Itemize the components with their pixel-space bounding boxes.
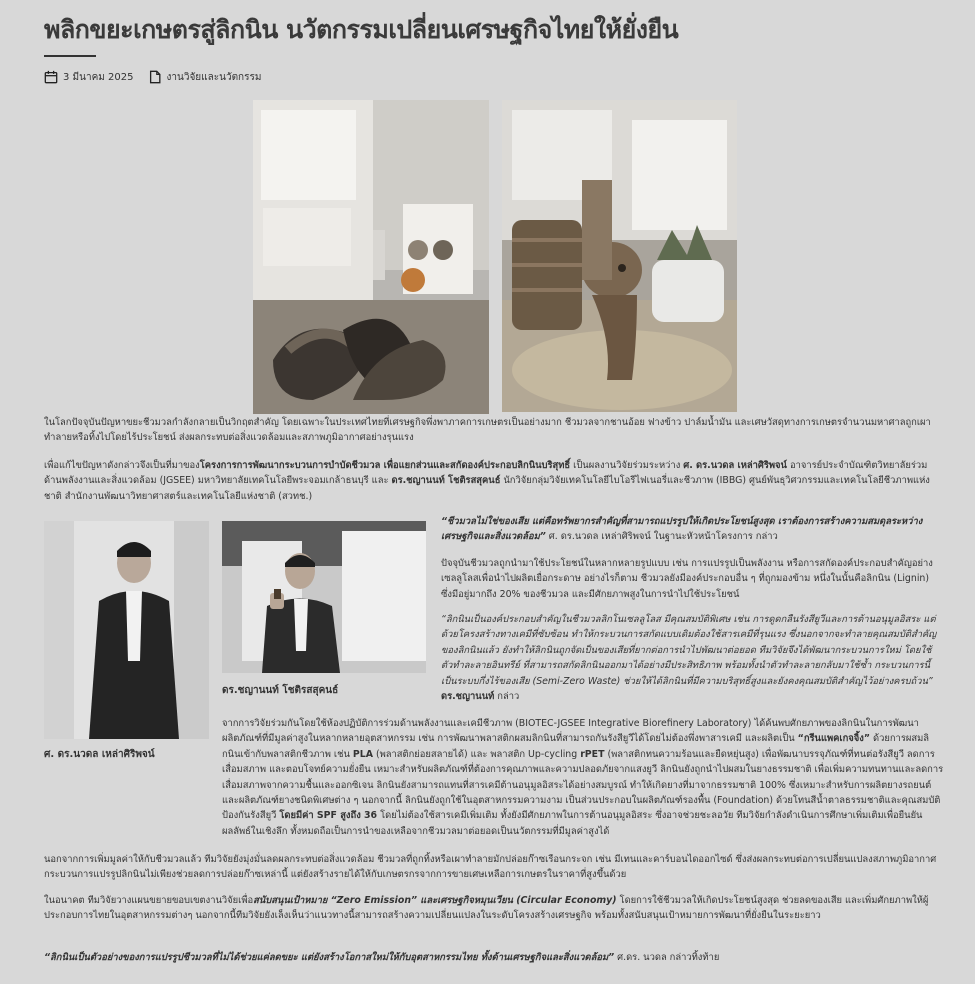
caption-nawadol: ศ. ดร.นวดล เหล่าศิริพจน์ xyxy=(44,749,155,760)
paragraph-applications: จากการวิจัยร่วมกันโดยใช้ห้องปฏิบัติการร่วมด้านพลังงานและเคมีชีวภาพ (BIOTEC-JGSEE Integrative Biorefinery Laboratory) ได้ค้นพบศักยภาพของลิกนินในการพัฒนาผลิตภัณฑ์ที่มีมูลค่าสูงในหลากหลายอุตสาหกรรม เช่น การพัฒนาพลาสติกผสมลิกนินที่สามารถกันรังสียูวีได้โดยไม่ต้องพึ่งพาสารเคมี และผลิตเป็น “กรีนแพคเกจจิ้ง” ด้วยการผสมลิกนินเข้ากับพลาสติกชีวภาพ เช่น PLA (พลาสติกย่อยสลายได้) และ พลาสติก Up-cycling rPET (พลาสติกทนความร้อนและยืดหยุ่นสูง) เพื่อพัฒนาบรรจุภัณฑ์ที่ทนต่อรังสียูวี ลดการเสื่อมสภาพ และตอบโจทย์ความยั่งยืน เหมาะสำหรับผลิตภัณฑ์ที่ต้องการคุณภาพและความปลอดภัยจากแสงยูวี ลิกนินยังถูกนำไปผสมในยางธรรมชาติ เพื่อเพิ่มความทนทานและลดการเสื่อมสภาพจากความชื้นและออกซิเจน ลิกนินยังสามารถแทนที่สารเคมีต้านอนุมูลอิสระได้อย่างสมบูรณ์ ทำให้เกิดยางที่มาจากธรรมชาติ 100% ซึ่งเหมาะสำหรับการผลิตยางรถยนต์และผลิตภัณฑ์ยางชนิดพิเศษต่าง ๆ นอกจากนี้ ลิกนินยังถูกใช้ในอุตสาหกรรมความงาม เป็นส่วนประกอบในผลิตภัณฑ์รองพื้น (Foundation) ด้วยโทนสีน้ำตาลธรรมชาติและคุณสมบัติป้องกันรังสียูวี โดยมีค่า SPF สูงถึง 36 โดยไม่ต้องใช้สารเคมีเพิ่มเติม ทั้งยังมีศักยภาพในการต้านอนุมูลอิสระ ซึ่งอาจช่วยชะลอวัย ทีมวิจัยกำลังดำเนินการศึกษาเพิ่มเติมเพื่อยืนยันผลลัพธ์ในเชิงลึก ทั้งหมดถือเป็นการนำของเหลือจากชีวมวลมาต่อยอดเป็นนวัตกรรมที่มีมูลค่าสูงได้ xyxy=(222,718,944,837)
portrait-photo-chayanon xyxy=(222,521,426,673)
quote-chayanon: “ลิกนินเป็นองค์ประกอบสำคัญในชีวมวลลิกโนเซลลูโลส มีคุณสมบัติพิเศษ เช่น การดูดกลืนรังสียูวีและการต้านอนุมูลอิสระ แต่ด้วยโครงสร้างทางเคมีที่ซับซ้อน ทำให้กระบวนการสกัดแบบเดิมต้องใช้สารเคมีที่รุนแรง ซึ่งนอกจากจะทำลายคุณสมบัติสำคัญของลิกนินแล้ว ยังทำให้ลิกนินถูกจัดเป็นของเสียที่ยากต่อการนำไปพัฒนาต่อยอด ทีมวิจัยจึงได้พัฒนากระบวนการใหม่ โดยใช้ ตัวทำละลายอินทรีย์ ที่สามารถสกัดลิกนินออกมาได้อย่างมีประสิทธิภาพ พร้อมทั้งนำตัวทำละลายกลับมาใช้ซ้ำ กระบวนการนี้เป็นระบบกึ่งไร้ของเสีย (Semi-Zero Waste) ช่วยให้ได้ลิกนินที่มีความบริสุทธิ์สูงและยังคงคุณสมบัติสำคัญไว้อย่างครบถ้วน” ดร.ชญานนท์ กล่าว xyxy=(441,614,937,703)
paragraph-project: เพื่อแก้ไขปัญหาดังกล่าวจึงเป็นที่มาของโครงการการพัฒนากระบวนการบำบัดชีวมวล เพื่อแยกส่วนและสกัดองค์ประกอบลิกนินบริสุทธิ์ เป็นผลงานวิจัยร่วมระหว่าง ศ. ดร.นวดล เหล่าศิริพจน์ อาจารย์ประจำบัณฑิตวิทยาลัยร่วมด้านพลังงานและสิ่งแวดล้อม (JGSEE) มหาวิทยาลัยเทคโนโลยีพระจอมเกล้าธนบุรี และ ดร.ชญานนท์ โชติรสสุคนธ์ นักวิจัยกลุ่มวิจัยเทคโนโลยีไบโอรีไฟเนอรี่และชีวภาพ (IBBG) ศูนย์พันธุวิศวกรรมและเทคโนโลยีชีวภาพแห่งชาติ สำนักงานพัฒนาวิทยาศาสตร์และเทคโนโลยีแห่งชาติ (สวทช.) xyxy=(44,460,930,502)
paragraph-lignin: ปัจจุบันชีวมวลถูกนำมาใช้ประโยชน์ในหลากหลายรูปแบบ เช่น การแปรรูปเป็นพลังงาน หรือการสกัดองค์ประกอบสำคัญอย่างเซลลูโลสเพื่อนำไปผลิตเยื่อกระดาษ อย่างไรก็ตาม ชีวมวลยังมีองค์ประกอบอื่น ๆ ที่ถูกมองข้าม หนึ่งในนั้นคือลิกนิน (Lignin) ซึ่งมีอยู่มากถึง 20% ของชีวมวล และมีศักยภาพสูงในการนำไปใช้ประโยชน์ xyxy=(441,558,933,600)
caption-chayanon: ดร.ชญานนท์ โชติรสสุคนธ์ xyxy=(222,685,339,696)
exhibit-photo-3d-prints xyxy=(502,100,737,412)
closing-quote: “ลิกนินเป็นตัวอย่างของการแปรรูปชีวมวลที่ไม่ได้ช่วยแค่ลดขยะ แต่ยังสร้างโอกาสใหม่ให้กับอุตสาหกรรมไทย ทั้งด้านเศรษฐกิจและสิ่งแวดล้อม” ศ.ดร. นวดล กล่าวทิ้งท้าย xyxy=(44,952,720,963)
paragraph-future: ในอนาคต ทีมวิจัยวางแผนขยายขอบเขตงานวิจัยเพื่อสนับสนุนเป้าหมาย “Zero Emission” และเศรษฐกิจหมุนเวียน (Circular Economy) โดยการใช้ชีวมวลให้เกิดประโยชน์สูงสุด ช่วยลดของเสีย และเพิ่มศักยภาพให้ผู้ประกอบการไทยในอุตสาหกรรมต่างๆ นอกจากนี้ทีมวิจัยยังเล็งเห็นว่าแนวทางนี้สามารถสร้างความเปลี่ยนแปลงในระดับโครงสร้างเศรษฐกิจ พร้อมทั้งสนับสนุนเป้าหมายการพัฒนาที่ยั่งยืนในระยะยาว xyxy=(44,895,929,922)
exhibit-photo-sandals-hand xyxy=(253,100,489,414)
article-meta xyxy=(44,68,261,86)
paragraph-intro: ในโลกปัจจุบันปัญหาขยะชีวมวลกำลังกลายเป็นวิกฤตสำคัญ โดยเฉพาะในประเทศไทยที่เศรษฐกิจพึ่งพาภาคการเกษตรเป็นอย่างมาก ชีวมวลจากชานอ้อย ฟางข้าว ปาล์มน้ำมัน และเศษวัสดุทางการเกษตรจำนวนมหาศาลถูกเผาทำลายหรือทิ้งไปโดยไร้ประโยชน์ ส่งผลกระทบต่อสิ่งแวดล้อมและสภาพภูมิอากาศอย่างรุนแรง xyxy=(44,417,931,444)
document-icon xyxy=(148,70,162,84)
paragraph-environment: นอกจากการเพิ่มมูลค่าให้กับชีวมวลแล้ว ทีมวิจัยยังมุ่งมั่นลดผลกระทบต่อสิ่งแวดล้อม ชีวมวลที่ถูกทิ้งหรือเผาทำลายมักปล่อยก๊าซเรือนกระจก เช่น มีเทนและคาร์บอนไดออกไซด์ ซึ่งส่งผลกระทบต่อการเปลี่ยนแปลงสภาพภูมิอากาศ กระบวนการแปรรูปลิกนินไม่เพียงช่วยลดการปล่อยก๊าซเหล่านี้ แต่ยังสร้างรายได้ให้กับเกษตรกรจากการขายเศษเหลือการเกษตรในราคาที่สูงขึ้นด้วย xyxy=(44,854,937,881)
quote-nawadol: “ชีวมวลไม่ใช่ของเสีย แต่คือทรัพยากรสำคัญที่สามารถแปรรูปให้เกิดประโยชน์สูงสุด เราต้องการสร้างความสมดุลระหว่างเศรษฐกิจและสิ่งแวดล้อม” ศ. ดร.นวดล เหล่าศิริพจน์ ในฐานะหัวหน้าโครงการ กล่าว xyxy=(441,516,923,543)
calendar-icon xyxy=(44,70,58,84)
article-title: พลิกขยะเกษตรสู่ลิกนิน นวัตกรรมเปลี่ยนเศรษฐกิจไทยให้ยั่งยืน xyxy=(44,15,679,44)
portrait-photo-nawadol xyxy=(44,521,209,739)
title-underline xyxy=(44,55,96,57)
article-category[interactable]: งานวิจัยและนวัตกรรม xyxy=(166,71,262,83)
article-date: 3 มีนาคม 2025 xyxy=(63,71,134,83)
